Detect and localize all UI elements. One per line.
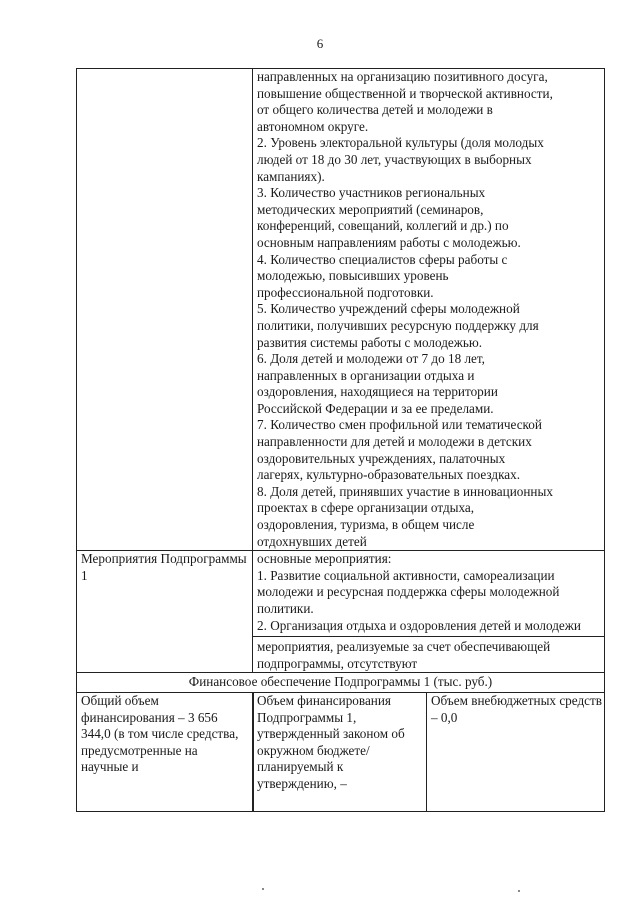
scan-artifact xyxy=(262,888,264,890)
activities-item-2: 2. Организация отдыха и оздоровления детей и молодежи xyxy=(257,617,581,633)
indicator-line: Российской Федерации и за ее пределами. xyxy=(257,400,494,416)
indicators-list-cell xyxy=(253,69,605,551)
finance-heading: Финансовое обеспечение Подпрограммы 1 (тыс. руб.) xyxy=(77,673,605,693)
indicator-line: повышение общественной и творческой активности, xyxy=(257,85,553,101)
indicators-row xyxy=(77,69,605,551)
indicator-line: конференций, совещаний, коллегий и др.) по xyxy=(257,218,509,234)
indicator-line: людей от 18 до 30 лет, участвующих в выборных xyxy=(257,151,532,167)
indicator-line: направленных на организацию позитивного досуга, xyxy=(257,69,548,84)
indicator-line: основным направлениям работы с молодежью. xyxy=(257,234,521,250)
indicator-line: автономном округе. xyxy=(257,118,369,134)
activities-content-cell xyxy=(253,551,605,673)
indicator-line: направленных в организации отдыха и xyxy=(257,367,475,383)
indicator-line: 2. Уровень электоральной культуры (доля молодых xyxy=(257,135,544,151)
page-number: 6 xyxy=(316,36,324,51)
indicator-line: 3. Количество участников региональных xyxy=(257,185,486,201)
finance-offbudget-text: Объем внебюджетных средств – 0,0 xyxy=(431,692,602,725)
finance-heading-row xyxy=(77,673,605,693)
activities-main-title: основные мероприятия: xyxy=(257,551,392,567)
indicator-line: 6. Доля детей и молодежи от 7 до 18 лет, xyxy=(257,351,485,367)
indicator-line: политики, получивших ресурсную поддержку для xyxy=(257,317,539,333)
finance-total-cell xyxy=(77,692,253,811)
indicator-line: 5. Количество учреждений сферы молодежной xyxy=(257,301,520,317)
finance-row xyxy=(77,692,605,811)
indicator-line: кампаниях). xyxy=(257,168,325,184)
subprogram-passport-table xyxy=(76,68,605,812)
indicator-line: оздоровления, туризма, в общем числе xyxy=(257,517,475,533)
finance-offbudget-cell xyxy=(427,693,605,811)
indicator-line: от общего количества детей и молодежи в xyxy=(257,102,493,118)
indicator-line: проектах в сфере организации отдыха, xyxy=(257,500,475,516)
finance-budget-cell xyxy=(254,693,427,811)
indicator-line: оздоровления, находящиеся на территории xyxy=(257,384,498,400)
activities-label-cell xyxy=(77,551,253,673)
indicator-line: 8. Доля детей, принявших участие в инновационных xyxy=(257,483,553,499)
indicator-line: молодежью, повысивших уровень xyxy=(257,268,449,284)
indicator-line: отдохнувших детей xyxy=(257,533,367,549)
finance-inner-table xyxy=(253,693,604,811)
activities-extra: мероприятия, реализуемые за счет обеспечивающей подпрограммы, отсутствуют xyxy=(253,636,604,672)
activities-row xyxy=(77,551,605,673)
indicators-label-cell xyxy=(77,69,253,551)
scan-artifact xyxy=(518,890,520,892)
finance-total-text: Общий объем финансирования – 3 656 344,0 (в том числе средства, предусмотренные на научные и xyxy=(81,692,239,775)
indicator-line: методических мероприятий (семинаров, xyxy=(257,201,484,217)
indicator-line: профессиональной подготовки. xyxy=(257,284,434,300)
indicator-line: 7. Количество смен профильной или тематической xyxy=(257,417,542,433)
finance-split-cell xyxy=(253,692,605,811)
finance-budget-text: Объем финансирования Подпрограммы 1, утвержденный законом об окружном бюджете/планируемый к утверждению, – xyxy=(257,692,405,791)
indicator-line: развития системы работы с молодежью. xyxy=(257,334,483,350)
indicator-line: направленности для детей и молодежи в детских xyxy=(257,434,532,450)
activities-label: Мероприятия Подпрограммы 1 xyxy=(81,551,247,583)
indicator-line: лагерях, культурно-образовательных поездках. xyxy=(257,467,521,483)
activities-item-1: 1. Развитие социальной активности, самореализации молодежи и ресурсная поддержка сферы молодежной политики. xyxy=(257,567,560,616)
indicator-line: оздоровительных учреждениях, палаточных xyxy=(257,450,506,466)
indicator-line: 4. Количество специалистов сферы работы с xyxy=(257,251,508,267)
